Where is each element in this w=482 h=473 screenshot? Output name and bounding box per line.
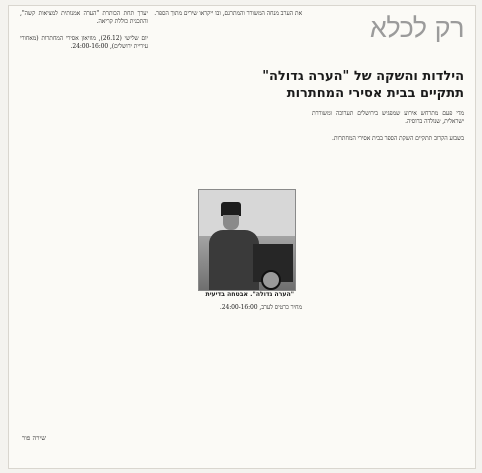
article-column-middle-top [152,10,302,186]
article-column-left [20,10,148,430]
paragraph: מדי פעם מתרחש אירוע שמפגיש בירושלים תערוכה ומשוררת ישראלית, שנולדה ברוסיה. [312,110,464,126]
byline: שירה פור [22,434,46,442]
photo-caption: "הערה גדולה". אבטחה בדיעית [205,291,294,298]
paragraph: יום שלישי (26.12), מוזיאון אסירי המחתרות (מאחורי עיריית ירושלים), 24:00-16:00. [20,34,148,51]
article-photo [198,189,296,291]
headline-line2: תתקיים בבית אסירי המחתרות [286,86,464,101]
headline-line1: הילדות והשקה של "הערה גדולה" [262,69,464,84]
article-column-right [312,110,464,450]
kicker: רק לכלא [369,13,464,44]
article-column-middle-bottom [152,304,302,434]
paragraph: בשבוע הקרוב תתקיים השקת הספר בבית אסירי המחתרות. [332,134,464,142]
paragraph: מחיר כרטיס לערב, 24:00-16:00. [219,304,302,311]
paragraph: יערך תחת הכותרת "הערה אמנותית למציאות קשה", והתכנית כוללת קריאה. [20,10,148,26]
paragraph: את הערב מנחה המשורר והמתרגם, ובו ייקראו שירים מתוך הספר. [154,10,302,17]
